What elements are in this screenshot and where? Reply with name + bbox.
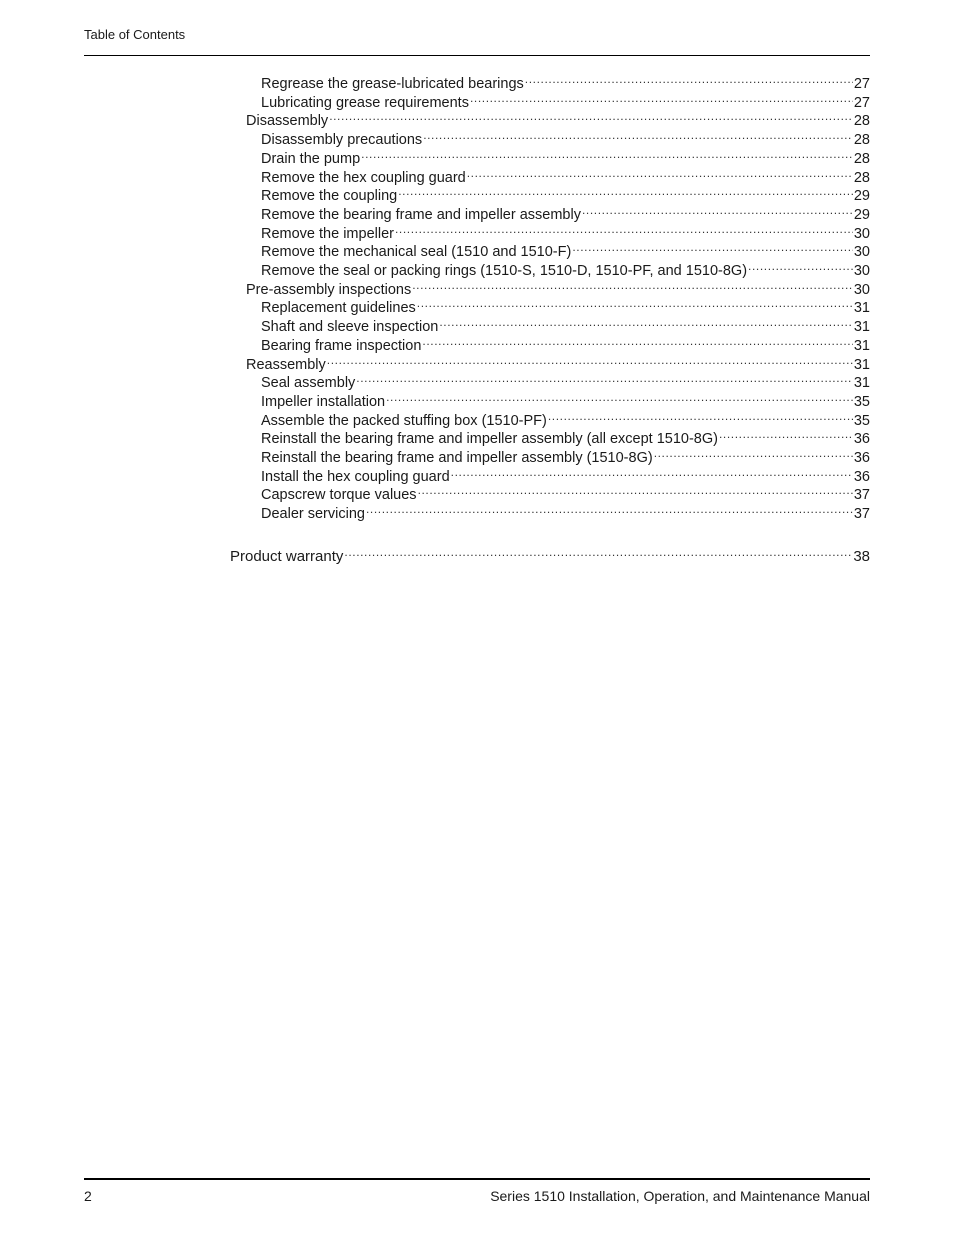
toc-entry-title: Capscrew torque values xyxy=(261,487,417,504)
toc-leader-dots xyxy=(395,220,853,238)
toc-entry-remove-impeller[interactable] xyxy=(261,220,870,242)
toc-entry-remove-packing-rings[interactable] xyxy=(261,257,870,279)
toc-entry-title: Reassembly xyxy=(246,356,326,373)
toc-entry-title: Remove the hex coupling guard xyxy=(261,169,466,186)
toc-entry-page: 30 xyxy=(853,225,870,242)
toc-entry-product-warranty[interactable] xyxy=(230,543,870,565)
toc-leader-dots xyxy=(417,294,853,312)
toc-entry-bearing-frame-inspection[interactable] xyxy=(261,332,870,354)
toc-entry-page: 30 xyxy=(853,281,870,298)
toc-entry-title: Impeller installation xyxy=(261,393,386,410)
toc-entry-page: 29 xyxy=(853,188,870,205)
toc-entry-title: Remove the mechanical seal (1510 and 1510-F) xyxy=(261,244,572,261)
toc-entry-impeller-installation[interactable] xyxy=(261,388,870,410)
toc-entry-page: 37 xyxy=(853,487,870,504)
toc-leader-dots xyxy=(719,425,853,443)
toc-entry-title: Disassembly precautions xyxy=(261,132,423,149)
toc-entry-title: Install the hex coupling guard xyxy=(261,468,450,485)
toc-leader-dots xyxy=(525,70,853,88)
toc-entry-title: Product warranty xyxy=(230,548,344,565)
toc-entry-page: 35 xyxy=(853,412,870,429)
toc-leader-dots xyxy=(572,238,853,256)
toc-entry-page: 29 xyxy=(853,206,870,223)
header-divider xyxy=(84,55,870,56)
toc-entry-page: 30 xyxy=(853,263,870,279)
toc-entry-packed-stuffing-box[interactable] xyxy=(261,407,870,429)
toc-entry-title: Remove the bearing frame and impeller assembly xyxy=(261,206,581,223)
toc-entry-dealer-servicing[interactable] xyxy=(261,500,870,523)
toc-leader-dots xyxy=(327,351,853,369)
toc-entry-remove-bearing-frame[interactable] xyxy=(261,201,870,223)
toc-entry-title: Bearing frame inspection xyxy=(261,337,422,354)
toc-leader-dots xyxy=(654,444,853,462)
toc-entry-title: Assemble the packed stuffing box (1510-PF) xyxy=(261,412,547,429)
toc-entry-reinstall-bearing-frame-8g[interactable] xyxy=(261,444,870,466)
toc-entry-page: 30 xyxy=(853,244,870,261)
toc-leader-dots xyxy=(344,543,852,561)
toc-entry-reassembly[interactable] xyxy=(246,351,870,373)
toc-entry-title: Lubricating grease requirements xyxy=(261,94,469,111)
toc-leader-dots xyxy=(582,201,853,219)
toc-entry-page: 27 xyxy=(853,76,870,92)
toc-entry-replacement-guidelines[interactable] xyxy=(261,294,870,317)
toc-leader-dots xyxy=(329,107,853,125)
toc-entry-title: Reinstall the bearing frame and impeller assembly (all except 1510-8G) xyxy=(261,431,718,448)
toc-entry-shaft-sleeve-inspection[interactable] xyxy=(261,313,870,336)
toc-entry-title: Dealer servicing xyxy=(261,506,365,523)
toc-leader-dots xyxy=(548,407,853,425)
toc-leader-dots xyxy=(451,463,853,481)
toc-entry-page: 27 xyxy=(853,94,870,111)
toc-entry-remove-coupling-guard[interactable] xyxy=(261,164,870,186)
toc-entry-title: Pre-assembly inspections xyxy=(246,281,412,298)
toc-leader-dots xyxy=(386,388,853,406)
toc-leader-dots xyxy=(748,257,853,275)
toc-leader-dots xyxy=(467,164,853,182)
toc-entry-pre-assembly-inspections[interactable] xyxy=(246,276,870,298)
toc-leader-dots xyxy=(356,369,853,387)
toc-entry-title: Reinstall the bearing frame and impeller assembly (1510-8G) xyxy=(261,450,653,466)
toc-entry-page: 35 xyxy=(853,393,870,410)
toc-entry-install-coupling-guard[interactable] xyxy=(261,463,870,485)
toc-entry-page: 36 xyxy=(853,450,870,466)
page-number: 2 xyxy=(84,1188,92,1204)
toc-entry-title: Replacement guidelines xyxy=(261,300,416,317)
toc-entry-remove-coupling[interactable] xyxy=(261,182,870,205)
toc-entry-page: 36 xyxy=(853,468,870,485)
toc-entry-title: Shaft and sleeve inspection xyxy=(261,319,439,336)
toc-entry-title: Disassembly xyxy=(246,113,329,130)
toc-entry-page: 31 xyxy=(853,319,870,336)
toc-entry-page: 28 xyxy=(853,150,870,167)
manual-title: Series 1510 Installation, Operation, and Maintenance Manual xyxy=(490,1188,870,1204)
toc-entry-page: 28 xyxy=(853,169,870,186)
toc-entry-page: 31 xyxy=(853,375,870,392)
toc-leader-dots xyxy=(423,126,853,144)
toc-entry-title: Seal assembly xyxy=(261,375,356,392)
toc-entry-title: Remove the seal or packing rings (1510-S, 1510-D, 1510-PF, and 1510-8G) xyxy=(261,263,748,279)
toc-leader-dots xyxy=(412,276,853,294)
toc-entry-page: 31 xyxy=(853,337,870,354)
toc-entry-grease-requirements[interactable] xyxy=(261,89,870,111)
toc-leader-dots xyxy=(366,500,853,518)
toc-entry-title: Regrease the grease-lubricated bearings xyxy=(261,76,524,92)
toc-entry-title: Remove the coupling xyxy=(261,188,398,205)
toc-leader-dots xyxy=(470,89,853,107)
toc-entry-disassembly[interactable] xyxy=(246,107,870,130)
toc-entry-page: 28 xyxy=(853,113,870,130)
toc-entry-page: 38 xyxy=(853,548,870,565)
toc-entry-reinstall-bearing-frame-all[interactable] xyxy=(261,425,870,448)
toc-entry-seal-assembly[interactable] xyxy=(261,369,870,392)
toc-entry-capscrew-torque[interactable] xyxy=(261,481,870,504)
toc-entry-page: 28 xyxy=(853,132,870,149)
toc-leader-dots xyxy=(422,332,852,350)
toc-entry-disassembly-precautions[interactable] xyxy=(261,126,870,149)
toc-leader-dots xyxy=(439,313,853,331)
toc-entry-title: Remove the impeller xyxy=(261,225,394,242)
toc-entry-title: Drain the pump xyxy=(261,150,361,167)
toc-entry-remove-mechanical-seal[interactable] xyxy=(261,238,870,261)
toc-entry-page: 31 xyxy=(853,300,870,317)
toc-leader-dots xyxy=(398,182,853,200)
toc-entry-page: 36 xyxy=(853,431,870,448)
footer-divider xyxy=(84,1178,870,1180)
toc-entry-regrease-bearings[interactable] xyxy=(261,70,870,92)
running-header: Table of Contents xyxy=(84,27,186,42)
toc-leader-dots xyxy=(418,481,853,499)
toc-entry-page: 37 xyxy=(853,506,870,523)
toc-entry-page: 31 xyxy=(853,356,870,373)
toc-leader-dots xyxy=(361,145,853,163)
toc-entry-drain-pump[interactable] xyxy=(261,145,870,167)
